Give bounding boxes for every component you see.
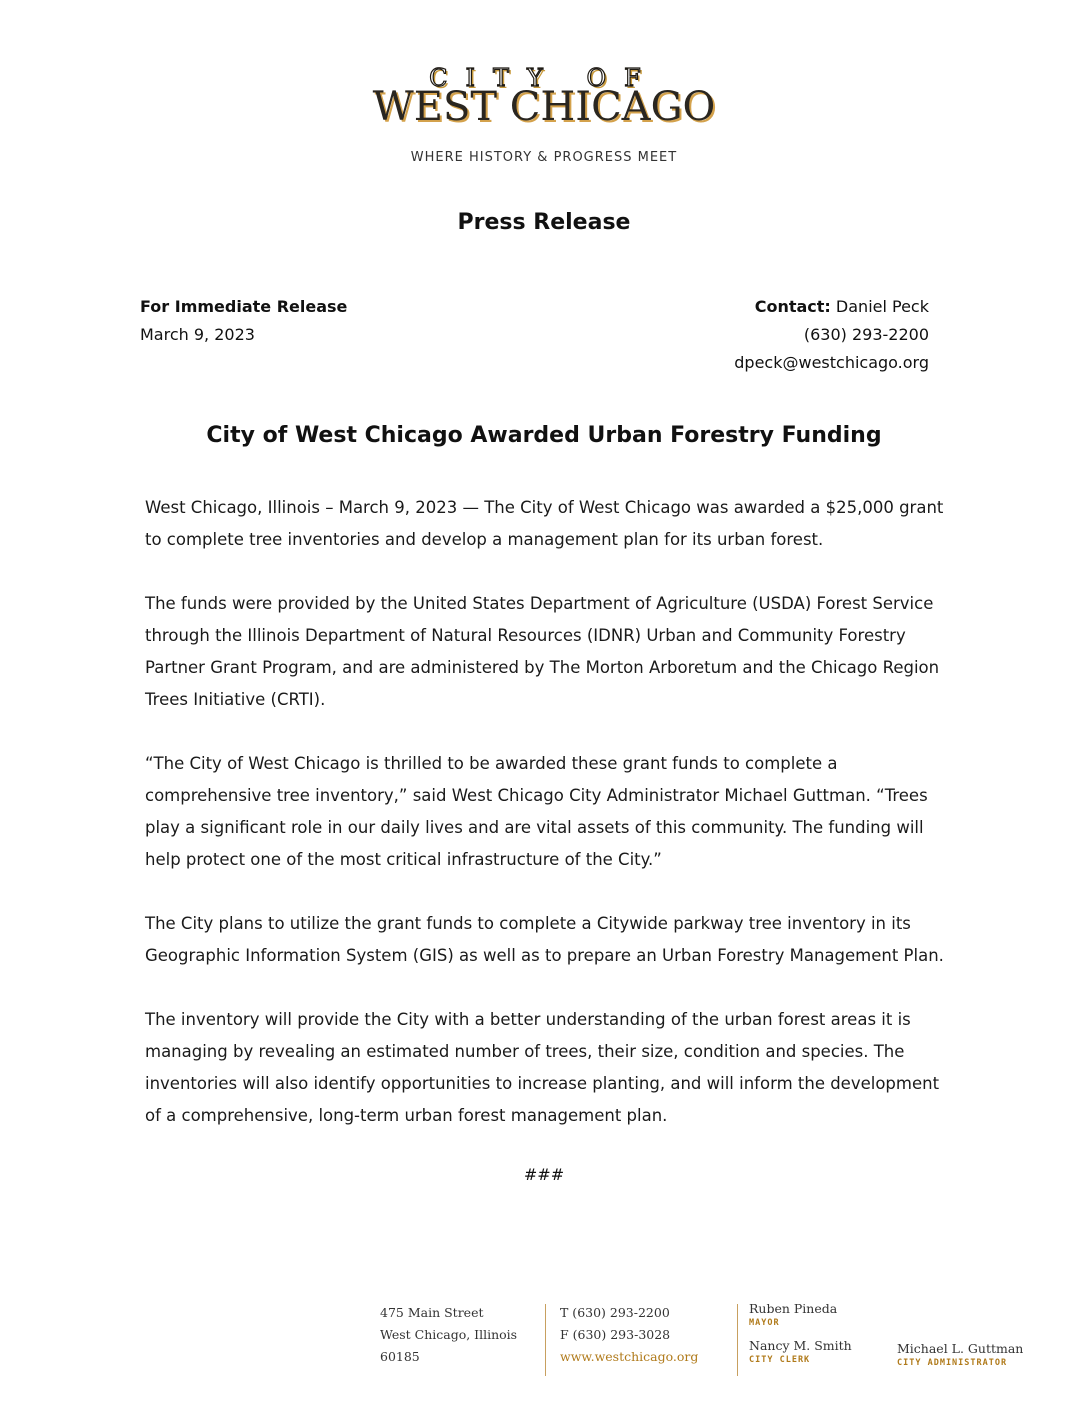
paragraph-1: West Chicago, Illinois – March 9, 2023 — The City of West Chicago was awarded a $25,000 grant to complete tree inventories and develop a management plan for its urban forest.	[145, 498, 944, 549]
footer-address-city: West Chicago, Illinois	[380, 1327, 518, 1342]
footer-address-street: 475 Main Street	[380, 1305, 484, 1320]
contact-phone: (630) 293-2200	[803, 325, 929, 344]
body-text	[145, 492, 950, 1164]
footer-website-link[interactable]: www.westchicago.org	[560, 1349, 699, 1364]
contact-name: Daniel Peck	[835, 297, 929, 316]
mayor-name: Ruben Pineda	[749, 1301, 838, 1316]
logo-city-of: CITY OF	[429, 64, 659, 92]
footer-address	[380, 1302, 517, 1368]
footer-fax: F (630) 293-3028	[560, 1327, 671, 1342]
paragraph-3: “The City of West Chicago is thrilled to be awarded these grant funds to complete a comprehensive tree inventory,” said West Chicago City Administrator Michael Guttman. “Trees play a significant role in our daily lives and are vital assets of this community. The funding will help protect one of the most critical infrastructure of the City.”	[145, 754, 928, 869]
footer-divider-1	[545, 1304, 546, 1376]
clerk-name: Nancy M. Smith	[749, 1338, 852, 1353]
contact-block	[734, 293, 929, 377]
end-mark: ###	[523, 1165, 565, 1184]
contact-label: Contact:	[754, 297, 831, 316]
logo-tagline: WHERE HISTORY & PROGRESS MEET	[410, 150, 678, 165]
clerk-role: CITY CLERK	[749, 1355, 811, 1365]
footer	[0, 1300, 1088, 1380]
paragraph-4: The City plans to utilize the grant funds to complete a Citywide parkway tree inventory in its Geographic Information System (GIS) as well as to prepare an Urban Forestry Management Plan.	[145, 914, 944, 965]
footer-divider-2	[737, 1304, 738, 1376]
administrator-name: Michael L. Guttman	[897, 1341, 1024, 1356]
release-date: March 9, 2023	[140, 325, 255, 344]
release-block	[140, 293, 347, 349]
footer-phone: T (630) 293-2200	[560, 1305, 670, 1320]
footer-officials	[749, 1302, 852, 1367]
footer-phones	[560, 1302, 698, 1368]
paragraph-2: The funds were provided by the United States Department of Agriculture (USDA) Forest Service through the Illinois Department of Natural Resources (IDNR) Urban and Community Forestry Partner Grant Program, and are administered by The Morton Arboretum and the Chicago Region Trees Initiative (CRTI).	[145, 594, 940, 709]
contact-email[interactable]: dpeck@westchicago.org	[734, 353, 929, 372]
footer-administrator	[897, 1342, 1023, 1370]
paragraph-5: The inventory will provide the City with a better understanding of the urban forest areas it is managing by revealing an estimated number of trees, their size, condition and species. The inventories will also identify opportunities to increase planting, and will inform the development of a comprehensive, long-term urban forest management plan.	[145, 1010, 940, 1125]
headline: City of West Chicago Awarded Urban Forestry Funding	[206, 423, 882, 448]
administrator-role: CITY ADMINISTRATOR	[897, 1358, 1008, 1368]
page-title: Press Release	[457, 210, 631, 235]
release-label: For Immediate Release	[140, 297, 348, 316]
footer-address-zip: 60185	[380, 1349, 420, 1364]
logo-west-chicago: WEST CHICAGO	[372, 84, 716, 130]
mayor-role: MAYOR	[749, 1318, 780, 1328]
